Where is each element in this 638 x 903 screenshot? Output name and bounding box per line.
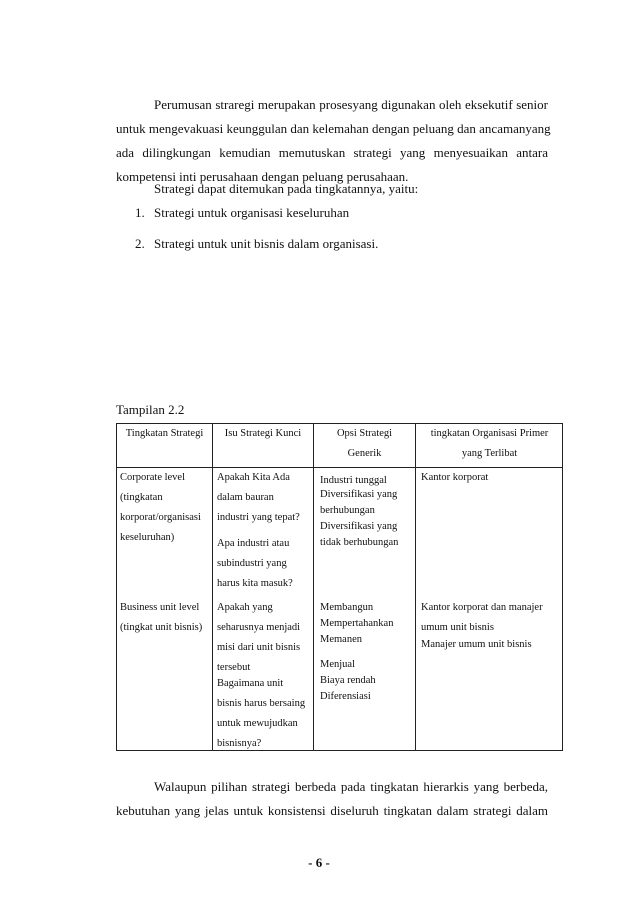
paragraph-line: kompetensi inti perusahaan dengan peluang perusahaan. [116, 169, 409, 184]
paragraph-line: kebutuhan yang jelas untuk konsistensi diseluruh tingkatan dalam strategi dalam [116, 803, 548, 818]
business-org: Manajer umum unit bisnis [421, 639, 532, 650]
paragraph-line: Walaupun pilihan strategi berbeda pada tingkatan hierarkis yang berbeda, [154, 779, 548, 794]
corporate-option: Diversifikasi yang tidak berhubungan [320, 521, 399, 548]
list-item-text: Strategi untuk unit bisnis dalam organisasi. [154, 236, 379, 251]
header-organisasi: tingkatan Organisasi Primer yang Terlibat [430, 428, 549, 459]
strategy-table [116, 423, 563, 751]
corporate-issue: Apakah Kita Ada dalam bauran industri yang tepat? [217, 472, 300, 523]
corporate-option: Industri tunggal [320, 475, 387, 486]
business-option: Menjual Biaya rendah Diferensiasi [320, 659, 376, 702]
business-level: Business unit level (tingkat unit bisnis) [120, 602, 203, 633]
list-item-number: 2. [135, 236, 145, 251]
business-issue: Bagaimana unit bisnis harus bersaing untuk mewujudkan bisnisnya? [217, 678, 306, 749]
paragraph-line: ada dilingkungan kemudian memutuskan strategi yang menyesuaikan antara [116, 145, 548, 160]
paragraph-strategy-levels: Strategi dapat ditemukan pada tingkatannya, yaitu: [154, 181, 419, 196]
table-divider [415, 424, 416, 750]
paragraph-line: Perumusan straregi merupakan prosesyang digunakan oleh eksekutif senior [154, 97, 548, 112]
table-caption: Tampilan 2.2 [116, 402, 185, 417]
page-number: - 6 - [308, 855, 330, 870]
corporate-org: Kantor korporat [421, 472, 489, 483]
paragraph-intro [116, 93, 551, 165]
business-org: Kantor korporat dan manajer umum unit bisnis [421, 602, 543, 633]
corporate-level: Corporate level (tingkatan korporat/organisasi keseluruhan) [120, 472, 201, 543]
list-item-text: Strategi untuk organisasi keseluruhan [154, 205, 350, 220]
header-tingkatan: Tingkatan Strategi [125, 428, 204, 439]
paragraph-closing [116, 775, 548, 823]
table-divider [212, 424, 213, 750]
corporate-issue: Apa industri atau subindustri yang harus kita masuk? [217, 538, 293, 589]
business-option: Membangun Mempertahankan Memanen [320, 602, 394, 645]
business-issue: Apakah yang seharusnya menjadi misi dari unit bisnis tersebut [217, 602, 301, 673]
table-divider [313, 424, 314, 750]
list-item-number: 1. [135, 205, 145, 220]
corporate-option: Diversifikasi yang berhubungan [320, 489, 398, 516]
header-isu: Isu Strategi Kunci [224, 428, 302, 439]
header-opsi: Opsi Strategi Generik [336, 428, 393, 459]
paragraph-line: untuk mengevakuasi keunggulan dan kelemahan dengan peluang dan ancamanyang [116, 121, 551, 136]
